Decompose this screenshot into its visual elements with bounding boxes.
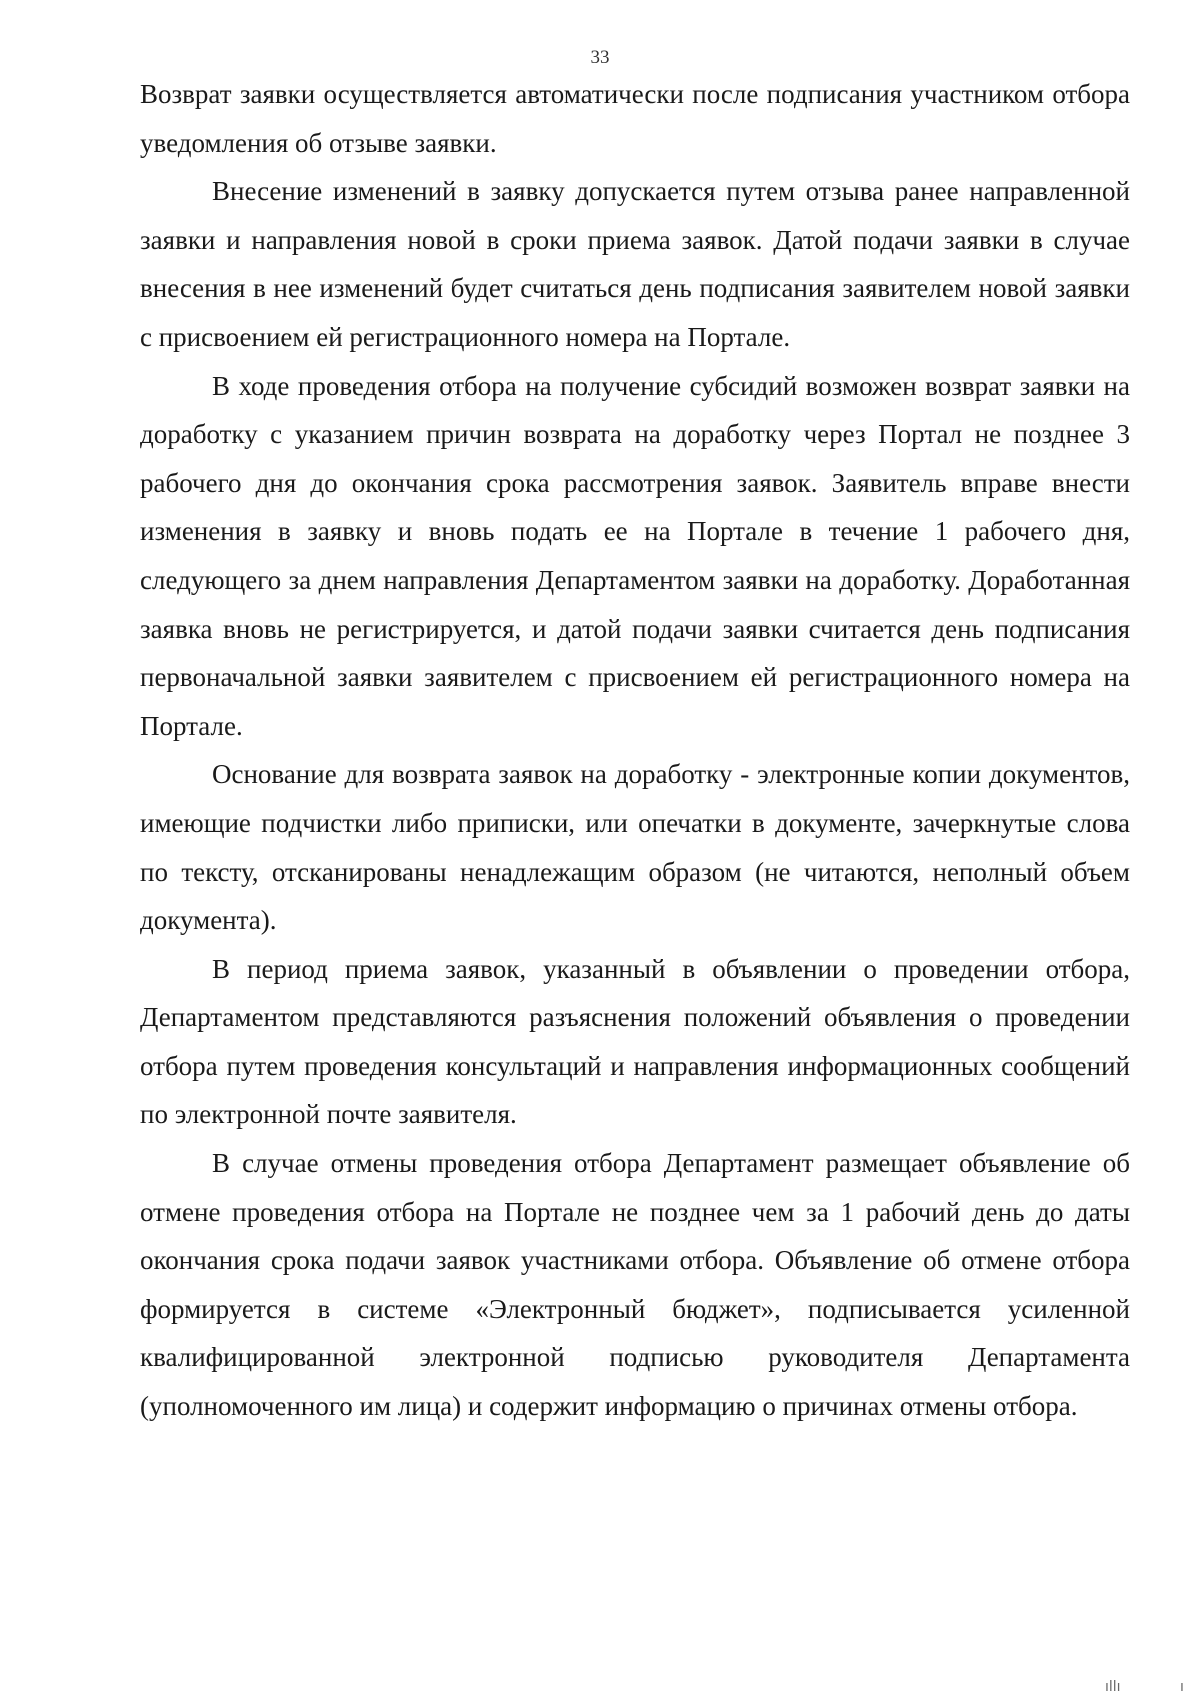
scan-artifact-tick: ı — [1180, 1679, 1184, 1695]
document-body — [140, 70, 1130, 1431]
paragraph-return-continuation: Возврат заявки осуществляется автоматически после подписания участником отбора уведомления об отзыве заявки. — [140, 79, 1130, 158]
scan-artifact-mark: ıllı — [1105, 1679, 1121, 1695]
paragraph-amendments: Внесение изменений в заявку допускается путем отзыва ранее направленной заявки и направления новой в сроки приема заявок. Датой подачи заявки в случае внесения в нее изменений будет считаться день подписания заявителем новой заявки с присвоением ей регистрационного номера на Портале. — [140, 176, 1130, 352]
paragraph-revision-grounds: Основание для возврата заявок на доработку - электронные копии документов, имеющие подчистки либо приписки, или опечатки в документе, зачеркнутые слова по тексту, отсканированы ненадлежащим образом (не читаются, неполный объем документа). — [140, 759, 1130, 936]
page-number: 33 — [590, 47, 610, 68]
paragraph-clarifications: В период приема заявок, указанный в объявлении о проведении отбора, Департаментом представляются разъяснения положений объявления о проведении отбора путем проведения консультаций и направления информационных сообщений по электронной почте заявителя. — [140, 953, 1130, 1130]
paragraph-revision-return: В ходе проведения отбора на получение субсидий возможен возврат заявки на доработку с указанием причин возврата на доработку через Портал не позднее 3 рабочего дня до окончания срока рассмотрения заявок. Заявитель вправе внести изменения в заявку и вновь подать ее на Портале в течение 1 рабочего дня, следующего за днем направления Департаментом заявки на доработку. Доработанная заявка вновь не регистрируется, и датой подачи заявки считается день подписания первоначальной заявки заявителем с присвоением ей регистрационного номера на Портале. — [140, 370, 1130, 741]
paragraph-cancellation: В случае отмены проведения отбора Департамент размещает объявление об отмене проведения отбора на Портале не позднее чем за 1 рабочий день до даты окончания срока подачи заявок участниками отбора. Объявление об отмене отбора формируется в системе «Электронный бюджет», подписывается усиленной квалифицированной электронной подписью руководителя Департамента (уполномоченного им лица) и содержит информацию о причинах отмены отбора. — [140, 1148, 1130, 1422]
